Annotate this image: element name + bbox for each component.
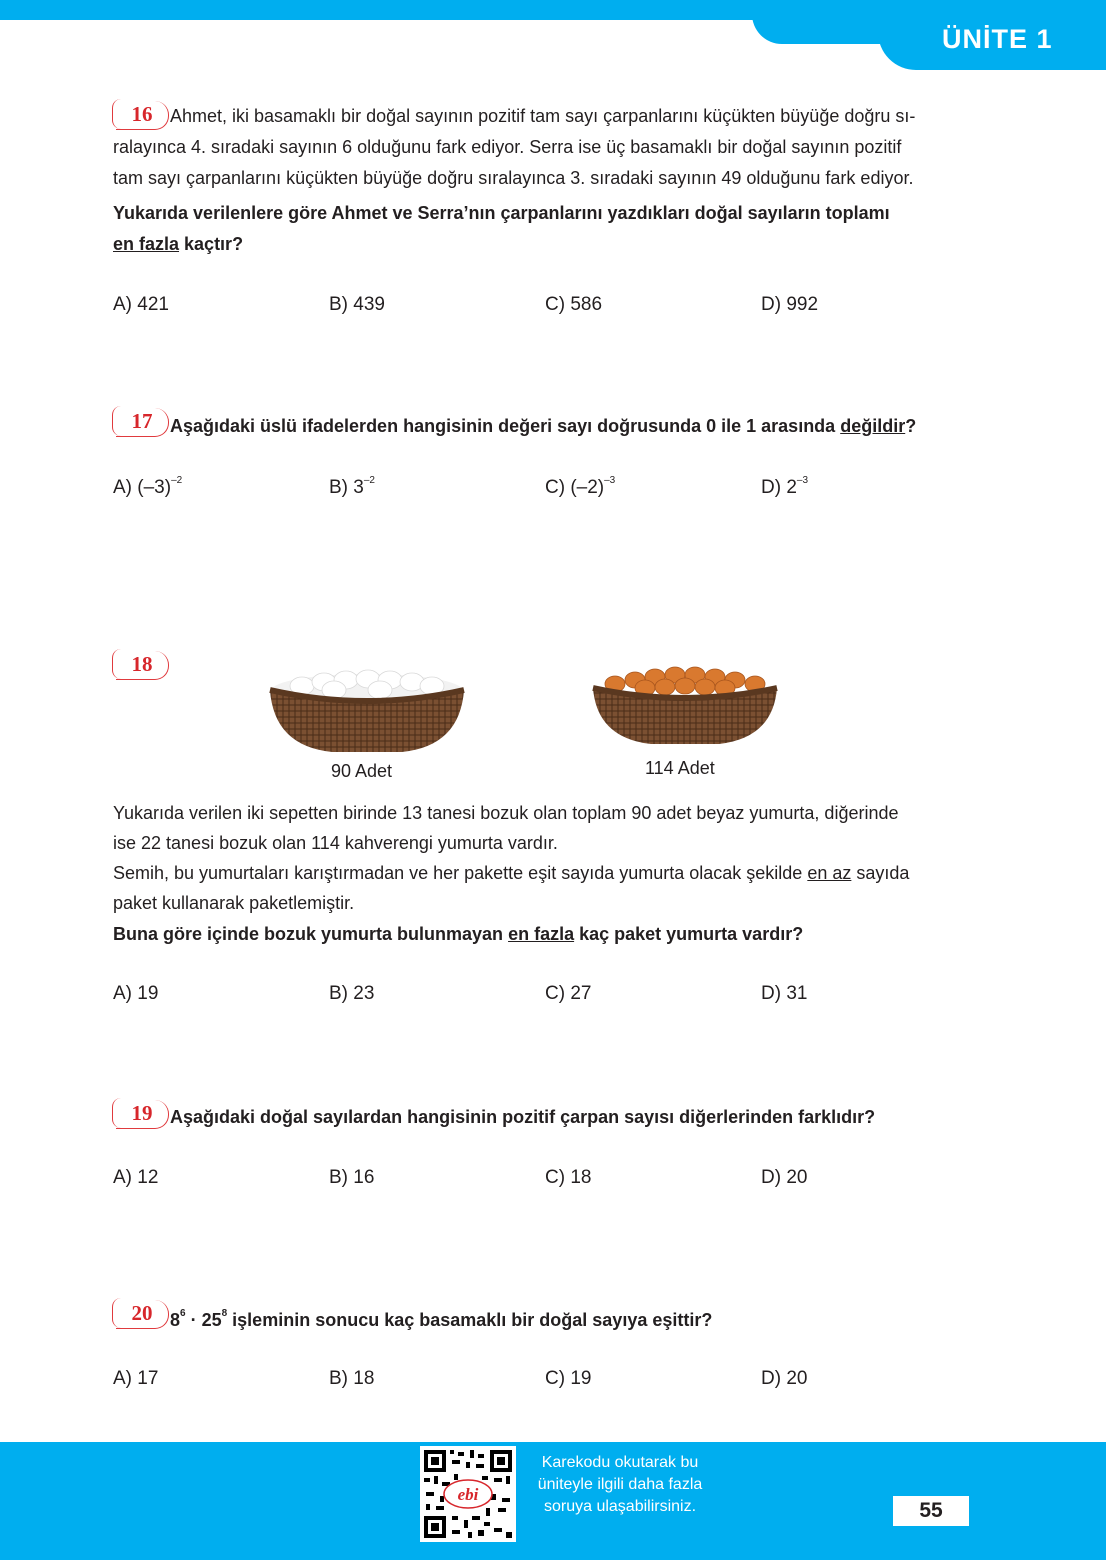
q20-text-rest: işleminin sonucu kaç basamaklı bir doğal sayıya eşittir?	[227, 1310, 713, 1330]
q20-option-a[interactable]: A) 17	[113, 1368, 159, 1389]
white-egg-basket	[262, 660, 472, 760]
page-number: 55	[893, 1496, 969, 1526]
q18-question	[113, 919, 1003, 949]
question-number-18: 18	[116, 651, 169, 680]
footer-qr-text	[520, 1452, 720, 1518]
q20-option-c[interactable]: C) 19	[545, 1368, 592, 1389]
q19-text: Aşağıdaki doğal sayılardan hangisinin pozitif çarpan sayısı diğerlerinden farklıdır?	[170, 1107, 876, 1127]
qr-code-icon[interactable]	[420, 1446, 516, 1542]
q17-option-c-base: C) (–2)	[545, 477, 605, 498]
q19-option-b[interactable]: B) 16	[329, 1167, 375, 1188]
q20-dot: ·	[185, 1310, 202, 1330]
brown-egg-basket	[585, 660, 785, 750]
q17-text-after: ?	[905, 416, 917, 436]
q18-option-d[interactable]: D) 31	[761, 983, 808, 1004]
q19-option-d[interactable]: D) 20	[761, 1167, 808, 1188]
footer-qr-text-line2: üniteyle ilgili daha fazla	[537, 1476, 703, 1493]
q17-option-d-base: D) 2	[761, 477, 797, 498]
q18-option-c[interactable]: C) 27	[545, 983, 592, 1004]
q18-line3-after: sayıda	[851, 863, 910, 883]
q16-line2: ralayınca 4. sıradaki sayının 6 olduğunu fark ediyor. Serra ise üç basamaklı bir doğal sayının pozitif	[113, 137, 902, 157]
question-number-17: 17	[116, 408, 169, 437]
q20-base2: 25	[201, 1310, 222, 1330]
q19-option-c[interactable]: C) 18	[545, 1167, 592, 1188]
q17-option-a-exponent: –2	[171, 474, 183, 486]
q18-question-after: kaç paket yumurta vardır?	[574, 924, 804, 944]
white-basket-caption: 90 Adet	[331, 761, 393, 781]
q18-line3	[113, 858, 1003, 888]
q20-option-b[interactable]: B) 18	[329, 1368, 375, 1389]
q18-line2: ise 22 tanesi bozuk olan 114 kahverengi yumurta vardır.	[113, 833, 558, 853]
q17-option-c[interactable]	[545, 474, 616, 499]
footer-qr-text-line1: Karekodu okutarak bu	[541, 1454, 699, 1471]
q17-option-b-exponent: –2	[363, 474, 375, 486]
q20-exp2: 8	[221, 1308, 228, 1319]
question-number-20: 20	[116, 1300, 169, 1329]
q18-option-b[interactable]: B) 23	[329, 983, 375, 1004]
q18-question-emphasis: en fazla	[508, 924, 575, 944]
q16-emphasis: en fazla	[113, 234, 180, 254]
brown-basket-caption: 114 Adet	[645, 758, 715, 778]
q17-option-d[interactable]	[761, 474, 809, 499]
q18-line1: Yukarıda verilen iki sepetten birinde 13 tanesi bozuk olan toplam 90 adet beyaz yumurta, diğerinde	[113, 803, 899, 823]
q16-option-b[interactable]: B) 439	[329, 294, 385, 315]
q17-option-d-exponent: –3	[796, 474, 809, 486]
q18-question-before: Buna göre içinde bozuk yumurta bulunmayan	[113, 924, 509, 944]
q16-question-line2	[113, 229, 243, 259]
q17-option-a[interactable]	[113, 474, 183, 499]
q17-text	[170, 411, 1010, 441]
q16-question-rest: kaçtır?	[179, 234, 244, 254]
q16-line1: Ahmet, iki basamaklı bir doğal sayının pozitif tam sayı çarpanlarını küçükten büyüğe doğru sı-	[170, 106, 916, 126]
q18-line3-before: Semih, bu yumurtaları karıştırmadan ve her pakette eşit sayıda yumurta olacak şekilde	[113, 863, 808, 883]
q16-line3: tam sayı çarpanlarını küçükten büyüğe doğru sıralayınca 3. sıradaki sayının 49 olduğunu fark ediyor.	[113, 168, 914, 188]
q19-option-a[interactable]: A) 12	[113, 1167, 159, 1188]
q17-text-before: Aşağıdaki üslü ifadelerden hangisinin değeri sayı doğrusunda 0 ile 1 arasında	[170, 416, 841, 436]
q18-option-a[interactable]: A) 19	[113, 983, 159, 1004]
qr-logo-text: ebi	[457, 1485, 479, 1504]
q16-option-a[interactable]: A) 421	[113, 294, 169, 315]
q16-option-c[interactable]: C) 586	[545, 294, 603, 315]
q18-line3-emphasis: en az	[807, 863, 852, 883]
q17-option-b[interactable]	[329, 474, 375, 499]
q20-exp1: 6	[180, 1308, 186, 1319]
unit-label: ÜNİTE 1	[942, 24, 1053, 54]
q20-text	[170, 1302, 1010, 1335]
q16-option-d[interactable]: D) 992	[761, 294, 819, 315]
q17-option-c-exponent: –3	[604, 474, 616, 486]
q18-line4: paket kullanarak paketlemiştir.	[113, 893, 355, 913]
q20-base1: 8	[170, 1310, 181, 1330]
question-number-19: 19	[116, 1100, 169, 1129]
q20-option-d[interactable]: D) 20	[761, 1368, 808, 1389]
q17-option-b-base: B) 3	[329, 477, 364, 498]
footer-qr-text-line3: soruya ulaşabilirsiniz.	[543, 1498, 697, 1515]
q16-question-line1: Yukarıda verilenlere göre Ahmet ve Serra’nın çarpanlarını yazdıkları doğal sayıların toplamı	[113, 203, 890, 223]
question-number-16: 16	[116, 101, 169, 130]
q17-emphasis: değildir	[840, 416, 906, 436]
q17-option-a-base: A) (–3)	[113, 477, 172, 498]
